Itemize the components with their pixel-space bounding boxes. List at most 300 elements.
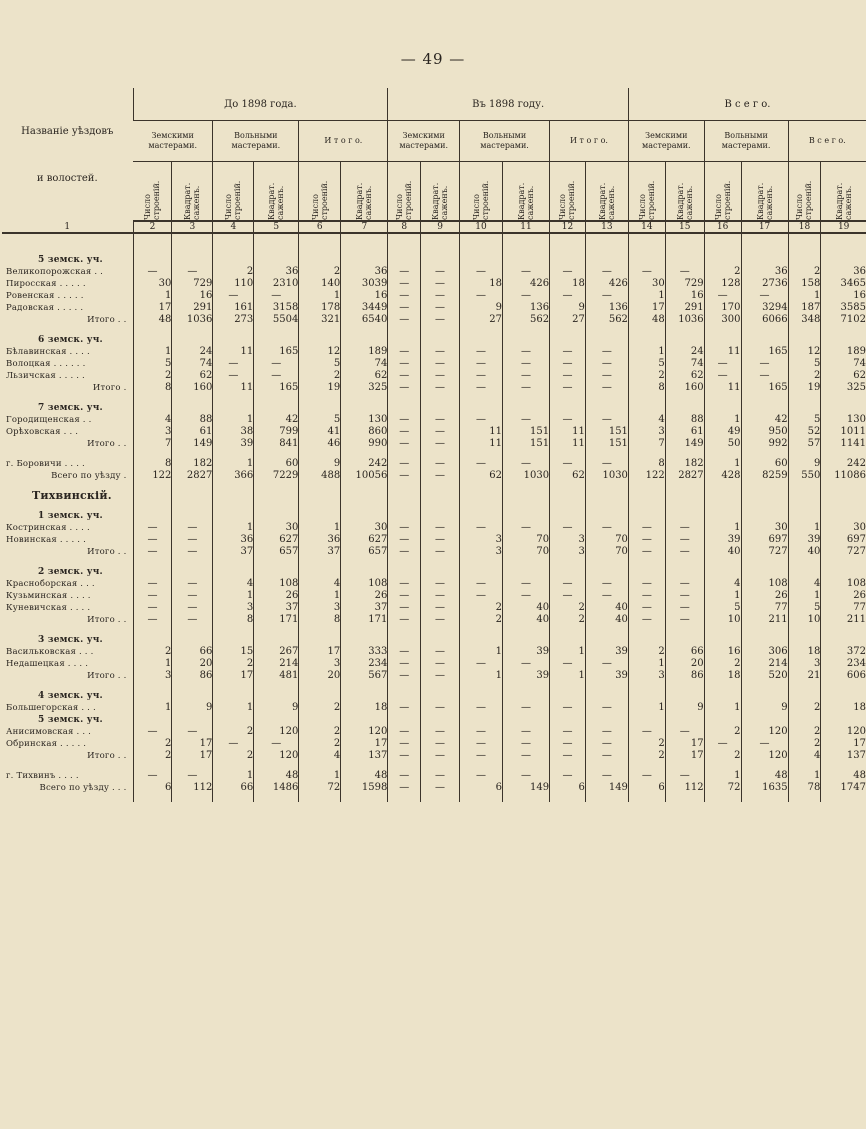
table-cell: 66 xyxy=(665,646,704,658)
column-header-area xyxy=(502,162,549,222)
empty-cell xyxy=(254,502,299,510)
table-cell xyxy=(741,254,788,266)
empty-cell xyxy=(299,558,341,566)
table-cell: 62 xyxy=(341,370,388,382)
table-row xyxy=(2,726,866,738)
table-cell: 1598 xyxy=(341,782,388,794)
table-cell xyxy=(172,714,213,726)
table-cell xyxy=(628,566,665,578)
table-cell: 72 xyxy=(299,782,341,794)
table-cell: — xyxy=(388,426,421,438)
table-cell xyxy=(821,402,866,414)
table-cell: 27 xyxy=(550,314,586,326)
empty-cell xyxy=(299,682,341,690)
table-cell: 291 xyxy=(665,302,704,314)
table-cell xyxy=(741,334,788,346)
table-cell: — xyxy=(388,266,421,278)
table-cell: — xyxy=(388,546,421,558)
table-cell: 18 xyxy=(704,670,741,682)
column-header-count xyxy=(460,162,503,222)
empty-cell xyxy=(172,482,213,490)
column-header-area xyxy=(254,162,299,222)
table-cell: 8 xyxy=(299,614,341,626)
empty-cell xyxy=(665,326,704,334)
table-cell xyxy=(788,254,821,266)
table-cell: 149 xyxy=(172,438,213,450)
row-name: Кузьминская . . . . xyxy=(6,591,91,601)
empty-cell xyxy=(585,762,628,770)
empty-cell xyxy=(585,326,628,334)
table-cell: 6066 xyxy=(741,314,788,326)
table-cell: 1030 xyxy=(585,470,628,482)
table-cell: — xyxy=(460,726,503,738)
table-cell: — xyxy=(502,770,549,782)
table-cell xyxy=(421,254,460,266)
row-name: г. Тихвинъ . . . . xyxy=(6,771,79,781)
table-cell: 2827 xyxy=(665,470,704,482)
table-cell: 17 xyxy=(628,302,665,314)
table-cell xyxy=(821,334,866,346)
table-cell: 5 xyxy=(704,602,741,614)
table-cell: 1 xyxy=(299,770,341,782)
table-cell: — xyxy=(502,266,549,278)
table-cell: 120 xyxy=(821,726,866,738)
table-cell: 39 xyxy=(585,670,628,682)
empty-cell xyxy=(821,502,866,510)
table-cell xyxy=(628,714,665,726)
table-cell: 550 xyxy=(788,470,821,482)
table-cell: 234 xyxy=(341,658,388,670)
table-cell xyxy=(213,714,254,726)
table-cell: 2 xyxy=(299,726,341,738)
table-cell: 7102 xyxy=(821,314,866,326)
table-cell: 120 xyxy=(254,726,299,738)
empty-cell xyxy=(628,482,665,490)
table-cell: — xyxy=(460,370,503,382)
empty-cell xyxy=(341,482,388,490)
table-cell xyxy=(421,510,460,522)
table-cell: 3 xyxy=(213,602,254,614)
table-cell: — xyxy=(502,290,549,302)
table-cell: — xyxy=(421,358,460,370)
table-row xyxy=(2,738,866,750)
table-cell: — xyxy=(460,290,503,302)
gap-row xyxy=(2,762,866,770)
empty-cell xyxy=(388,482,421,490)
table-cell: 39 xyxy=(502,670,549,682)
table-cell: 372 xyxy=(821,646,866,658)
column-header-area xyxy=(665,162,704,222)
empty-cell xyxy=(502,450,549,458)
table-cell xyxy=(133,334,172,346)
table-cell: — xyxy=(665,614,704,626)
table-row xyxy=(2,370,866,382)
table-cell: — xyxy=(254,358,299,370)
empty-cell xyxy=(502,502,549,510)
table-cell: 17 xyxy=(133,302,172,314)
table-cell: — xyxy=(550,590,586,602)
empty-cell xyxy=(133,762,172,770)
empty-cell xyxy=(665,558,704,566)
table-cell xyxy=(585,690,628,702)
section-row xyxy=(2,402,866,414)
table-cell: 2 xyxy=(628,750,665,762)
table-cell xyxy=(299,566,341,578)
sub-header-volny: Вольными мастерами. xyxy=(213,121,299,162)
table-cell: — xyxy=(628,770,665,782)
table-cell: 2 xyxy=(704,726,741,738)
table-cell: 165 xyxy=(741,382,788,394)
table-cell: 214 xyxy=(254,658,299,670)
row-name: Радовская . . . . . xyxy=(6,303,84,313)
empty-cell xyxy=(704,450,741,458)
row-name: Всего по уѣзду . xyxy=(51,471,127,481)
table-cell: 88 xyxy=(665,414,704,426)
table-cell xyxy=(172,334,213,346)
table-row xyxy=(2,646,866,658)
table-cell: — xyxy=(213,358,254,370)
table-cell: 1141 xyxy=(821,438,866,450)
table-cell xyxy=(502,566,549,578)
table-cell: 78 xyxy=(788,782,821,794)
table-cell: — xyxy=(460,458,503,470)
table-cell: 9 xyxy=(788,458,821,470)
row-name: Недашецкая . . . . xyxy=(6,659,89,669)
table-cell: — xyxy=(254,738,299,750)
table-cell: — xyxy=(421,302,460,314)
empty-cell xyxy=(460,233,503,254)
empty-cell xyxy=(2,482,133,490)
table-cell: 2 xyxy=(704,750,741,762)
table-cell xyxy=(585,334,628,346)
table-cell: — xyxy=(628,578,665,590)
table-cell xyxy=(460,254,503,266)
table-cell xyxy=(628,510,665,522)
table-cell: 17 xyxy=(172,738,213,750)
table-cell: 3 xyxy=(550,534,586,546)
empty-cell xyxy=(821,794,866,802)
table-cell xyxy=(741,566,788,578)
table-cell: — xyxy=(550,414,586,426)
table-cell xyxy=(788,690,821,702)
table-cell: 161 xyxy=(213,302,254,314)
table-cell: — xyxy=(585,590,628,602)
row-name: Костринская . . . . xyxy=(6,523,90,533)
column-header-text: Квадрат. саженъ. xyxy=(355,182,374,220)
table-cell: 62 xyxy=(172,370,213,382)
empty-cell xyxy=(585,502,628,510)
table-cell: 187 xyxy=(788,302,821,314)
table-cell: 9 xyxy=(254,702,299,714)
table-cell: — xyxy=(628,522,665,534)
table-cell: 1 xyxy=(460,670,503,682)
empty-cell xyxy=(821,450,866,458)
table-cell: 2 xyxy=(704,266,741,278)
table-row xyxy=(2,346,866,358)
table-cell: 2 xyxy=(550,602,586,614)
empty-cell xyxy=(2,450,133,458)
table-cell: 4 xyxy=(704,578,741,590)
empty-cell xyxy=(2,794,133,802)
table-cell xyxy=(821,254,866,266)
table-cell: 8 xyxy=(133,458,172,470)
empty-cell xyxy=(585,394,628,402)
table-cell: 36 xyxy=(254,266,299,278)
empty-cell xyxy=(502,482,549,490)
table-cell: 42 xyxy=(741,414,788,426)
column-header-count xyxy=(550,162,586,222)
empty-cell xyxy=(299,233,341,254)
table-cell: — xyxy=(388,522,421,534)
table-cell: 9 xyxy=(460,302,503,314)
table-cell: — xyxy=(388,670,421,682)
table-cell: 41 xyxy=(299,426,341,438)
table-cell: — xyxy=(502,522,549,534)
table-cell: 165 xyxy=(254,346,299,358)
table-cell xyxy=(550,334,586,346)
table-cell: 26 xyxy=(821,590,866,602)
table-cell: 112 xyxy=(665,782,704,794)
empty-cell xyxy=(133,626,172,634)
table-cell: — xyxy=(133,614,172,626)
table-cell: — xyxy=(388,458,421,470)
table-cell: — xyxy=(421,738,460,750)
table-cell: 567 xyxy=(341,670,388,682)
table-cell: — xyxy=(133,522,172,534)
table-cell: 3 xyxy=(788,658,821,670)
table-cell: — xyxy=(172,266,213,278)
column-number: 2 xyxy=(133,221,172,233)
table-cell: 30 xyxy=(254,522,299,534)
table-cell: 49 xyxy=(704,426,741,438)
empty-cell xyxy=(550,762,586,770)
table-cell: 1 xyxy=(299,590,341,602)
table-cell: 160 xyxy=(172,382,213,394)
table-row xyxy=(2,290,866,302)
table-cell: — xyxy=(665,590,704,602)
table-row xyxy=(2,358,866,370)
table-cell: — xyxy=(704,290,741,302)
section-row xyxy=(2,634,866,646)
empty-cell xyxy=(133,482,172,490)
table-cell: 3 xyxy=(460,534,503,546)
table-cell: — xyxy=(585,382,628,394)
table-cell: 110 xyxy=(213,278,254,290)
table-cell: 120 xyxy=(254,750,299,762)
table-cell: 3 xyxy=(299,602,341,614)
empty-cell xyxy=(254,233,299,254)
empty-cell xyxy=(821,762,866,770)
table-cell xyxy=(254,254,299,266)
table-cell: — xyxy=(585,458,628,470)
table-cell: 1 xyxy=(213,458,254,470)
table-cell xyxy=(788,402,821,414)
sub-header-vsego: В с е г о. xyxy=(788,121,866,162)
table-cell: — xyxy=(421,750,460,762)
table-cell: 10056 xyxy=(341,470,388,482)
table-cell: — xyxy=(421,546,460,558)
empty-cell xyxy=(254,450,299,458)
table-cell: 1 xyxy=(788,522,821,534)
table-cell: — xyxy=(421,314,460,326)
table-cell: 77 xyxy=(741,602,788,614)
column-header-count xyxy=(133,162,172,222)
empty-cell xyxy=(299,794,341,802)
empty-cell xyxy=(133,233,172,254)
table-cell: 2 xyxy=(213,750,254,762)
table-cell: 30 xyxy=(628,278,665,290)
table-cell xyxy=(741,690,788,702)
table-cell xyxy=(502,490,549,502)
table-cell xyxy=(628,254,665,266)
table-cell: — xyxy=(628,534,665,546)
empty-cell xyxy=(665,682,704,690)
table-cell: 18 xyxy=(788,646,821,658)
table-cell: 2 xyxy=(788,370,821,382)
empty-cell xyxy=(704,326,741,334)
table-cell xyxy=(821,634,866,646)
section-row xyxy=(2,566,866,578)
empty-cell xyxy=(550,794,586,802)
column-number: 1 xyxy=(2,221,133,233)
table-cell: — xyxy=(585,750,628,762)
table-cell xyxy=(421,490,460,502)
table-cell: — xyxy=(388,726,421,738)
total-row xyxy=(2,382,866,394)
table-cell: 74 xyxy=(341,358,388,370)
row-name: Итого . . xyxy=(87,671,127,681)
table-cell: 1 xyxy=(550,670,586,682)
table-cell xyxy=(665,254,704,266)
table-cell: — xyxy=(460,738,503,750)
empty-cell xyxy=(388,450,421,458)
table-cell: 2 xyxy=(133,370,172,382)
table-cell: — xyxy=(665,770,704,782)
table-cell xyxy=(341,566,388,578)
table-cell: — xyxy=(460,770,503,782)
empty-cell xyxy=(388,682,421,690)
table-cell: — xyxy=(421,602,460,614)
table-cell: — xyxy=(502,702,549,714)
table-cell: — xyxy=(585,522,628,534)
table-cell: 242 xyxy=(821,458,866,470)
table-cell: — xyxy=(502,658,549,670)
empty-cell xyxy=(133,502,172,510)
table-row xyxy=(2,702,866,714)
empty-cell xyxy=(585,482,628,490)
empty-cell xyxy=(502,558,549,566)
table-cell: 1 xyxy=(133,290,172,302)
table-cell xyxy=(254,510,299,522)
table-cell xyxy=(550,714,586,726)
empty-cell xyxy=(341,394,388,402)
table-cell: — xyxy=(172,614,213,626)
table-cell: — xyxy=(172,770,213,782)
table-cell: 37 xyxy=(341,602,388,614)
table-cell: 11 xyxy=(460,438,503,450)
table-cell xyxy=(341,690,388,702)
empty-cell xyxy=(741,233,788,254)
empty-cell xyxy=(421,394,460,402)
table-cell: 130 xyxy=(821,414,866,426)
group-header-total: В с е г о. xyxy=(628,88,866,121)
table-cell: — xyxy=(172,522,213,534)
table-cell xyxy=(585,714,628,726)
table-cell: 74 xyxy=(821,358,866,370)
empty-cell xyxy=(299,762,341,770)
column-header-area xyxy=(585,162,628,222)
table-cell: 12 xyxy=(788,346,821,358)
table-cell xyxy=(550,690,586,702)
table-cell: 39 xyxy=(585,646,628,658)
empty-cell xyxy=(460,482,503,490)
empty-cell xyxy=(2,326,133,334)
table-cell: — xyxy=(254,290,299,302)
table-cell xyxy=(213,566,254,578)
table-cell: — xyxy=(172,578,213,590)
table-cell: — xyxy=(388,370,421,382)
column-header-count xyxy=(388,162,421,222)
table-cell: 149 xyxy=(585,782,628,794)
table-cell xyxy=(172,634,213,646)
table-cell xyxy=(788,334,821,346)
table-cell: 2 xyxy=(628,646,665,658)
table-cell: 136 xyxy=(502,302,549,314)
table-cell: 40 xyxy=(585,602,628,614)
table-cell: 1 xyxy=(299,290,341,302)
table-cell: — xyxy=(388,702,421,714)
table-cell: 5 xyxy=(788,358,821,370)
row-name: Обринская . . . . . xyxy=(6,739,87,749)
table-cell xyxy=(213,490,254,502)
empty-cell xyxy=(628,762,665,770)
empty-cell xyxy=(628,450,665,458)
table-cell: 11 xyxy=(213,346,254,358)
table-cell xyxy=(133,714,172,726)
empty-cell xyxy=(550,558,586,566)
column-number: 19 xyxy=(821,221,866,233)
empty-cell xyxy=(550,626,586,634)
empty-cell xyxy=(133,794,172,802)
table-cell: — xyxy=(133,578,172,590)
table-cell: 1 xyxy=(628,346,665,358)
empty-cell xyxy=(213,558,254,566)
table-cell xyxy=(299,634,341,646)
name-header-line1: Названіе уѣздовъ xyxy=(21,125,114,137)
empty-cell xyxy=(502,626,549,634)
table-cell xyxy=(550,402,586,414)
table-cell: 122 xyxy=(133,470,172,482)
table-cell: 140 xyxy=(299,278,341,290)
table-cell: 40 xyxy=(585,614,628,626)
empty-cell xyxy=(788,558,821,566)
empty-cell xyxy=(421,450,460,458)
table-cell xyxy=(388,714,421,726)
table-cell: 36 xyxy=(299,534,341,546)
table-cell: 2 xyxy=(299,370,341,382)
empty-cell xyxy=(550,682,586,690)
table-cell: 5 xyxy=(299,414,341,426)
table-cell: 4 xyxy=(788,750,821,762)
table-cell: — xyxy=(460,750,503,762)
table-cell xyxy=(254,490,299,502)
table-cell: — xyxy=(502,370,549,382)
table-cell: 36 xyxy=(213,534,254,546)
table-cell xyxy=(254,690,299,702)
table-row xyxy=(2,578,866,590)
table-cell: 149 xyxy=(502,782,549,794)
table-cell: 48 xyxy=(741,770,788,782)
